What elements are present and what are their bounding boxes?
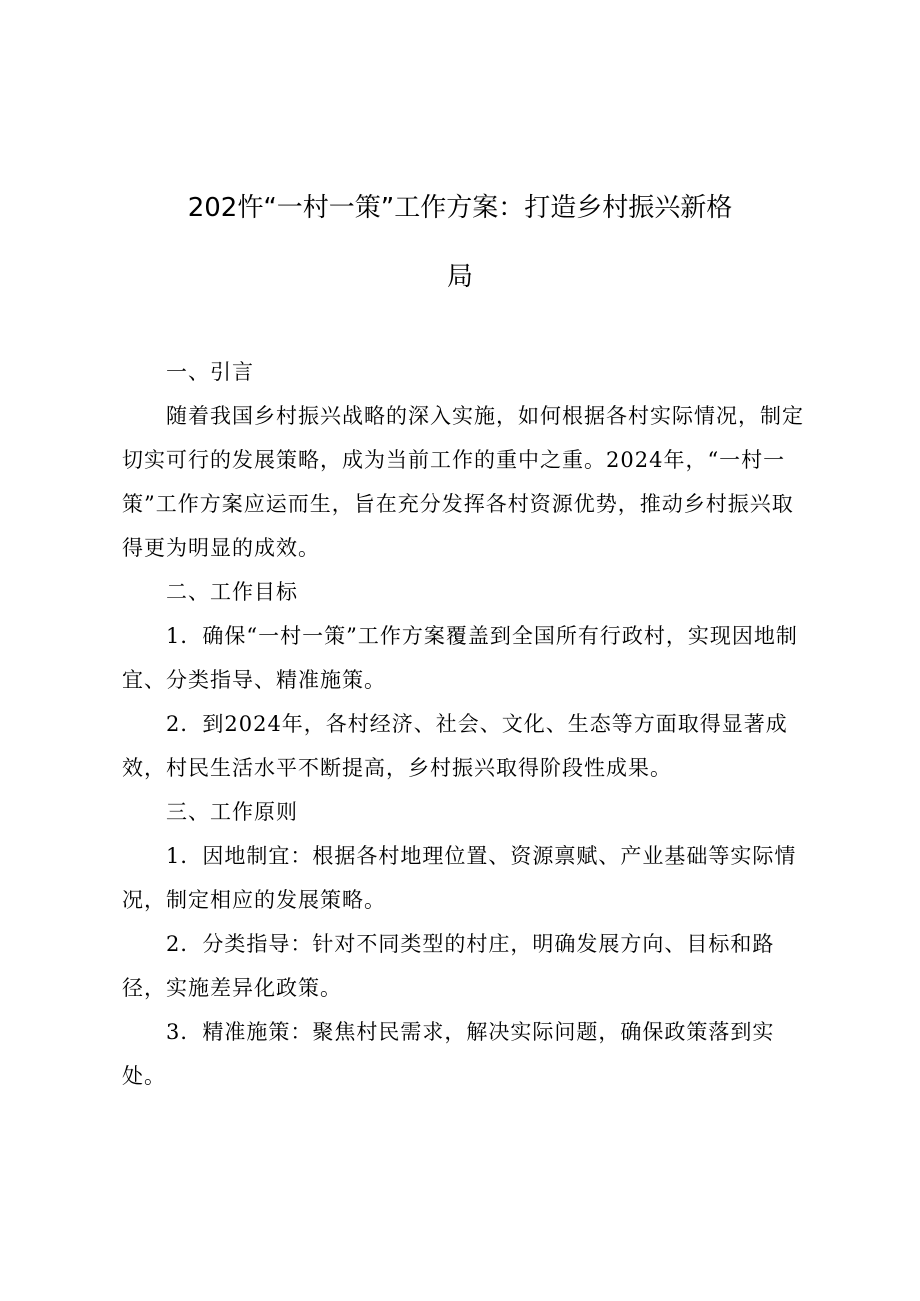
document-title-line-1: 202忤“一村一策”工作方案：打造乡村振兴新格 xyxy=(187,193,733,223)
document-title-line-2: 局 xyxy=(446,262,473,292)
goal-item-1: 1．确保“一村一策”工作方案覆盖到全国所有行政村，实现因地制宜、分类指导、精准施策。 xyxy=(122,624,798,692)
section-heading-goals: 二、工作目标 xyxy=(166,580,298,604)
paragraph-introduction: 随着我国乡村振兴战略的深入实施，如何根据各村实际情况，制定切实可行的发展策略，成为当前工作的重中之重。2024年，“一村一策”工作方案应运而生，旨在充分发挥各村资源优势，推动乡村振兴取得更为明显的成效。 xyxy=(122,404,804,560)
document-body xyxy=(122,350,812,1098)
goal-item-2: 2．到2024年，各村经济、社会、文化、生态等方面取得显著成效，村民生活水平不断提高，乡村振兴取得阶段性成果。 xyxy=(122,712,788,780)
section-heading-introduction: 一、引言 xyxy=(166,360,254,384)
principle-item-3: 3．精准施策：聚焦村民需求，解决实际问题，确保政策落到实处。 xyxy=(122,1020,775,1088)
principle-item-1: 1．因地制宜：根据各村地理位置、资源禀赋、产业基础等实际情况，制定相应的发展策略。 xyxy=(122,844,797,912)
principle-item-2: 2．分类指导：针对不同类型的村庄，明确发展方向、目标和路径，实施差异化政策。 xyxy=(122,932,775,1000)
section-heading-principles: 三、工作原则 xyxy=(166,800,298,824)
